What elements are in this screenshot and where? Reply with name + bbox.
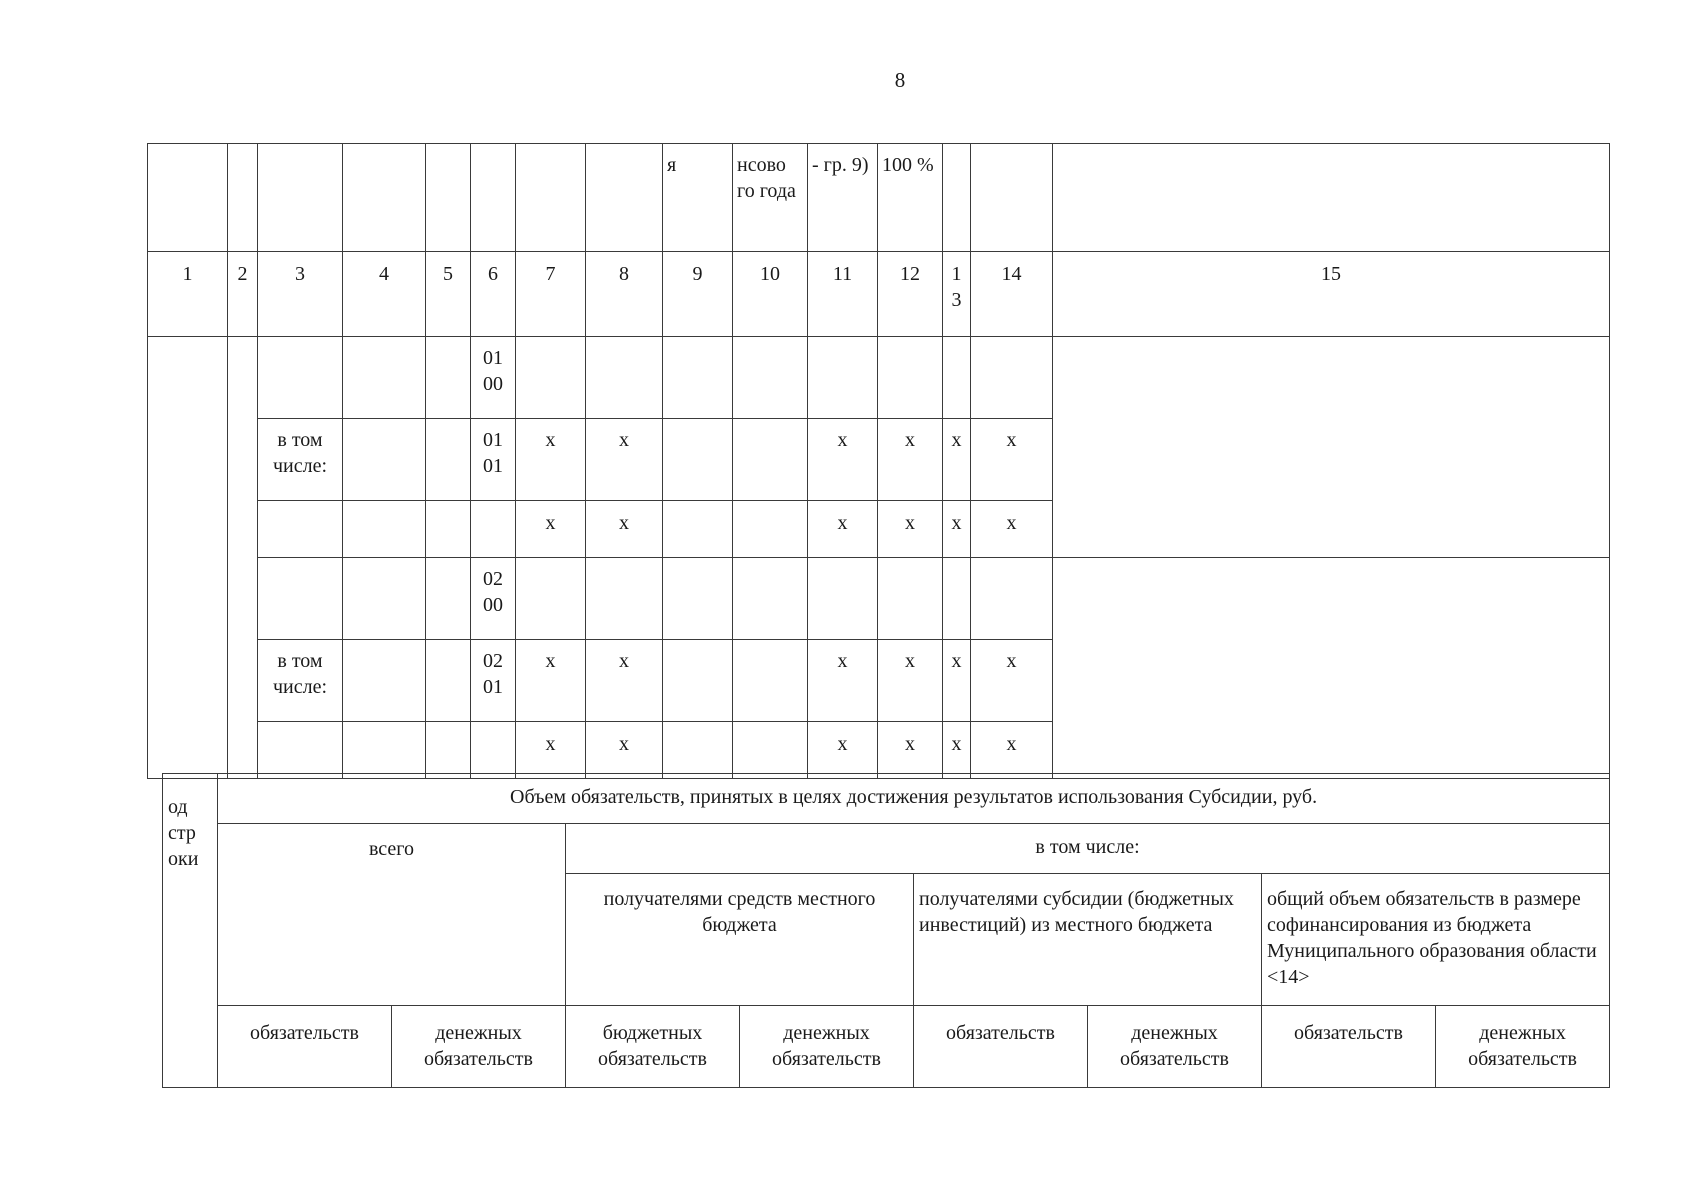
table-cell-12: x: [878, 501, 943, 558]
table-cell-8: x: [586, 722, 663, 779]
table-cell-14: x: [971, 722, 1053, 779]
header-cell-12: 100 %: [878, 144, 943, 252]
obligations-group-row: [163, 824, 1610, 874]
table-cell-6: 02 00: [471, 558, 516, 640]
column-number: 3: [258, 252, 343, 337]
table-cell-14: x: [971, 501, 1053, 558]
table-cell-12: [878, 558, 943, 640]
group-subsidy-recipients: получателями субсидии (бюджетных инвестиций) из местного бюджета: [914, 874, 1262, 1006]
table-cell-13: x: [943, 501, 971, 558]
subcolumn-header: обязательств: [1262, 1006, 1436, 1088]
table-cell-13: x: [943, 640, 971, 722]
table-cell-8: [586, 337, 663, 419]
table-cell-8: x: [586, 419, 663, 501]
table-cell-12: x: [878, 640, 943, 722]
table-cell: [343, 501, 426, 558]
table-cell-13: x: [943, 419, 971, 501]
header-cell-11: - гр. 9): [808, 144, 878, 252]
table-cell: [343, 337, 426, 419]
row-code-header: од стр оки: [163, 774, 218, 1088]
table-cell-6: [471, 722, 516, 779]
table-cell: [733, 558, 808, 640]
table-cell-8: x: [586, 640, 663, 722]
table-cell: [426, 640, 471, 722]
table-cell-3: [258, 558, 343, 640]
table-cell: [733, 640, 808, 722]
header-cell-9: я: [663, 144, 733, 252]
table-cell-11: x: [808, 419, 878, 501]
header-cell: [516, 144, 586, 252]
table-cell-11: x: [808, 722, 878, 779]
results-table: [147, 143, 1610, 779]
column-number: 11: [808, 252, 878, 337]
table-cell-7: x: [516, 722, 586, 779]
header-cell-10: нсово го года: [733, 144, 808, 252]
group-cofinancing-total: общий объем обязательств в размере софинансирования из бюджета Муниципального образования области <14>: [1262, 874, 1610, 1006]
table-cell: [426, 419, 471, 501]
column-number: 6: [471, 252, 516, 337]
table-cell-13: [943, 558, 971, 640]
table-cell: [426, 722, 471, 779]
table-cell: [733, 501, 808, 558]
subcolumn-header: денежных обязательств: [1436, 1006, 1610, 1088]
obligations-subcolumn-row: [163, 1006, 1610, 1088]
header-cell: [343, 144, 426, 252]
table-cell-3: в том числе:: [258, 419, 343, 501]
table-cell: [426, 501, 471, 558]
column-number: 10: [733, 252, 808, 337]
column-number: 5: [426, 252, 471, 337]
table-row: [148, 337, 1610, 419]
table-cell-8: x: [586, 501, 663, 558]
column-number: 4: [343, 252, 426, 337]
table-cell-11: [808, 337, 878, 419]
table-cell: [343, 640, 426, 722]
table-cell: [343, 558, 426, 640]
table-cell-6: 01 01: [471, 419, 516, 501]
column-number-row: [148, 252, 1610, 337]
table-cell: [426, 337, 471, 419]
header-cell: [228, 144, 258, 252]
header-cell: [471, 144, 516, 252]
column-number: 1 3: [943, 252, 971, 337]
table-cell-14: [971, 337, 1053, 419]
column-number: 9: [663, 252, 733, 337]
table-cell: [663, 419, 733, 501]
table-cell-12: x: [878, 419, 943, 501]
column-number: 2: [228, 252, 258, 337]
table-cell: [663, 558, 733, 640]
header-cell: [426, 144, 471, 252]
table-cell-3: в том числе:: [258, 640, 343, 722]
table-cell-8: [586, 558, 663, 640]
column-number: 1: [148, 252, 228, 337]
header-cell: [148, 144, 228, 252]
table-cell-7: [516, 337, 586, 419]
total-header: всего: [218, 824, 566, 1006]
table-cell: [426, 558, 471, 640]
subcolumn-header: обязательств: [218, 1006, 392, 1088]
subcolumn-header: бюджетных обязательств: [566, 1006, 740, 1088]
group-local-budget-recipients: получателями средств местного бюджета: [566, 874, 914, 1006]
column-number: 7: [516, 252, 586, 337]
table-cell-12: [878, 337, 943, 419]
table-cell-7: x: [516, 501, 586, 558]
table-cell-3: [258, 722, 343, 779]
table-cell-7: [516, 558, 586, 640]
header-cell: [258, 144, 343, 252]
table-cell: [148, 337, 228, 779]
table-cell: [733, 419, 808, 501]
table-cell-6: [471, 501, 516, 558]
table-cell-11: [808, 558, 878, 640]
table-cell-6: 02 01: [471, 640, 516, 722]
header-cell: [1053, 144, 1610, 252]
table-cell-14: [971, 558, 1053, 640]
column-number: 8: [586, 252, 663, 337]
table-cell-13: x: [943, 722, 971, 779]
table-cell-7: x: [516, 419, 586, 501]
obligations-title: Объем обязательств, принятых в целях достижения результатов использования Субсидии, руб.: [218, 774, 1610, 824]
subcolumn-header: денежных обязательств: [740, 1006, 914, 1088]
table-cell: [228, 337, 258, 779]
table-cell: [733, 722, 808, 779]
table-cell-7: x: [516, 640, 586, 722]
column-number: 12: [878, 252, 943, 337]
table-cell: [663, 337, 733, 419]
table-cell-13: [943, 337, 971, 419]
subcolumn-header: денежных обязательств: [392, 1006, 566, 1088]
table-cell-6: 01 00: [471, 337, 516, 419]
table-cell-3: [258, 501, 343, 558]
column-number: 15: [1053, 252, 1610, 337]
page-number: 8: [894, 68, 906, 92]
table-cell: [663, 501, 733, 558]
subcolumn-header: денежных обязательств: [1088, 1006, 1262, 1088]
table-cell-14: x: [971, 640, 1053, 722]
table-cell: [1053, 558, 1610, 779]
column-number: 14: [971, 252, 1053, 337]
table-cell: [343, 419, 426, 501]
table-cell-14: x: [971, 419, 1053, 501]
obligations-table: [162, 773, 1610, 1088]
including-header: в том числе:: [566, 824, 1610, 874]
obligations-title-row: [163, 774, 1610, 824]
table-cell: [1053, 337, 1610, 558]
header-fragment-row: [148, 144, 1610, 252]
subcolumn-header: обязательств: [914, 1006, 1088, 1088]
table-cell-3: [258, 337, 343, 419]
table-cell: [663, 722, 733, 779]
table-cell-12: x: [878, 722, 943, 779]
header-cell: [586, 144, 663, 252]
table-row: [148, 558, 1610, 640]
table-cell-11: x: [808, 501, 878, 558]
table-cell: [343, 722, 426, 779]
header-cell: [943, 144, 971, 252]
table-cell: [663, 640, 733, 722]
table-cell: [733, 337, 808, 419]
table-cell-11: x: [808, 640, 878, 722]
header-cell: [971, 144, 1053, 252]
